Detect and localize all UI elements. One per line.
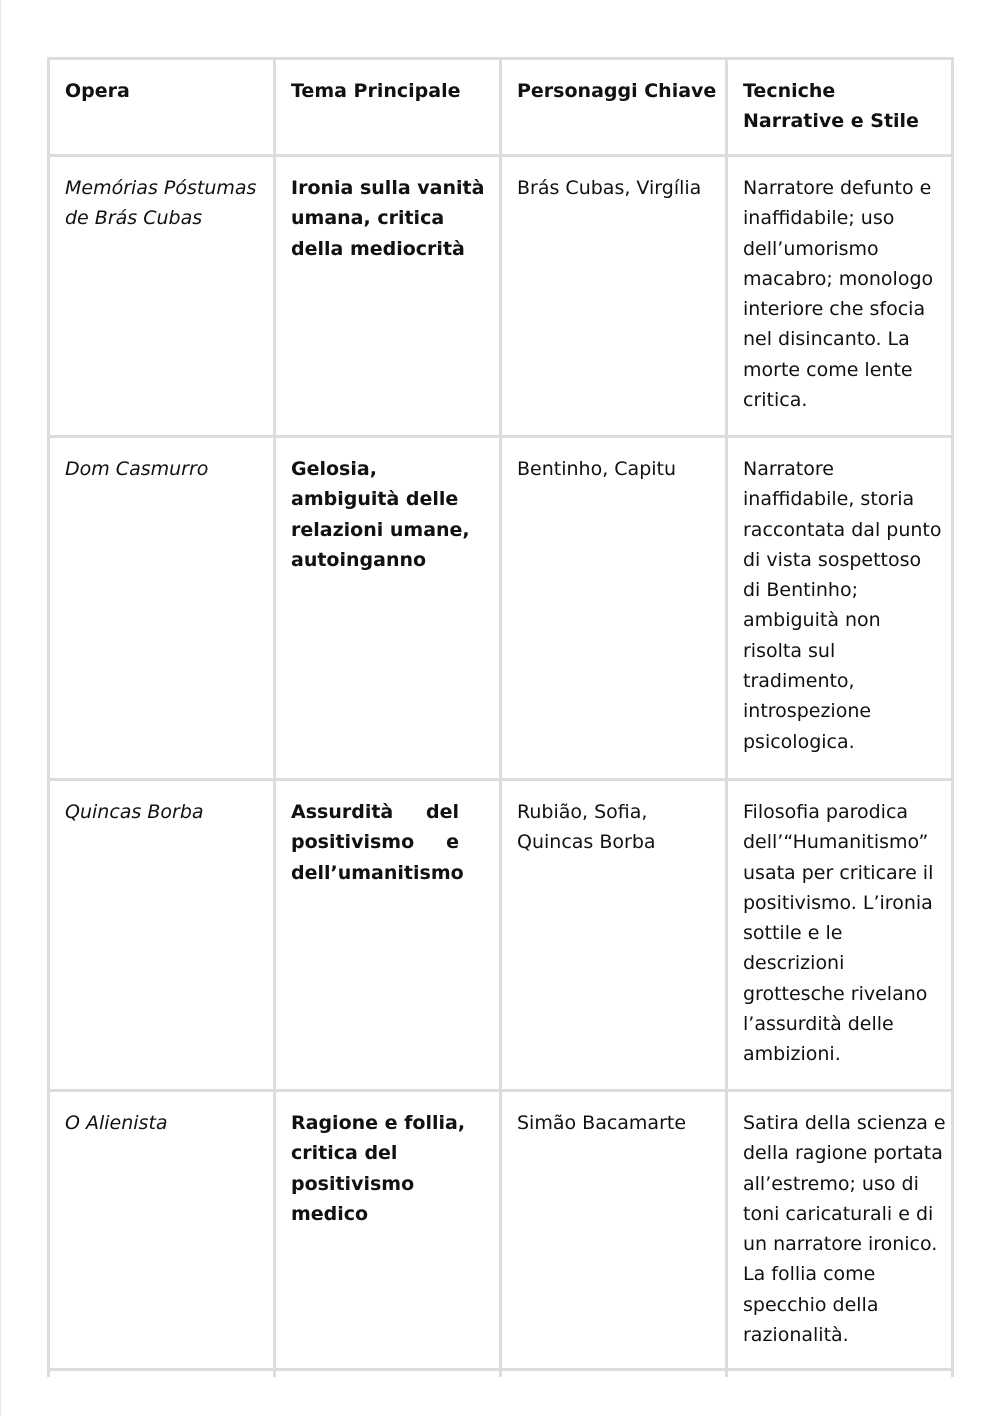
table-container [47,57,954,1377]
cell-personaggi: Brás Cubas, Virgília [501,156,727,437]
cell-empty [49,1370,275,1378]
cell-tema: Assurdità del positivismo e dell’umanitismo [275,780,501,1091]
table-row [49,1091,953,1370]
cell-tecniche: Narratore inaffidabile, storia raccontata dal punto di vista sospettoso di Bentinho; ambiguità non risolta sul tradimento, introspezione psicologica. [727,437,953,780]
header-tecniche-narrative: Tecniche Narrative e Stile [727,59,953,156]
table-header-row [49,59,953,156]
cell-tema: Ragione e follia, critica del positivismo medico [275,1091,501,1370]
header-opera: Opera [49,59,275,156]
cell-empty [275,1370,501,1378]
header-tema-principale: Tema Principale [275,59,501,156]
cell-tecniche: Narratore defunto e inaffidabile; uso dell’umorismo macabro; monologo interiore che sfocia nel disincanto. La morte come lente critica. [727,156,953,437]
cell-personaggi: Simão Bacamarte [501,1091,727,1370]
cell-personaggi: Rubião, Sofia, Quincas Borba [501,780,727,1091]
cell-opera: Quincas Borba [49,780,275,1091]
cell-opera: Dom Casmurro [49,437,275,780]
page-left-edge [0,0,1,1416]
table-row [49,437,953,780]
cell-opera: O Alienista [49,1091,275,1370]
cell-empty [501,1370,727,1378]
cell-personaggi: Bentinho, Capitu [501,437,727,780]
cell-opera: Memórias Póstumas de Brás Cubas [49,156,275,437]
header-personaggi-chiave: Personaggi Chiave [501,59,727,156]
cell-empty [727,1370,953,1378]
cell-tema: Ironia sulla vanità umana, critica della mediocrità [275,156,501,437]
table-row-continued [49,1370,953,1378]
cell-tema: Gelosia, ambiguità delle relazioni umane, autoinganno [275,437,501,780]
cell-tecniche: Filosofia parodica dell’“Humanitismo” usata per criticare il positivismo. L’ironia sottile e le descrizioni grottesche rivelano l’assurdità delle ambizioni. [727,780,953,1091]
table-row [49,156,953,437]
literature-comparison-table [47,57,954,1377]
table-row [49,780,953,1091]
cell-tecniche: Satira della scienza e della ragione portata all’estremo; uso di toni caricaturali e di un narratore ironico. La follia come specchio della razionalità. [727,1091,953,1370]
